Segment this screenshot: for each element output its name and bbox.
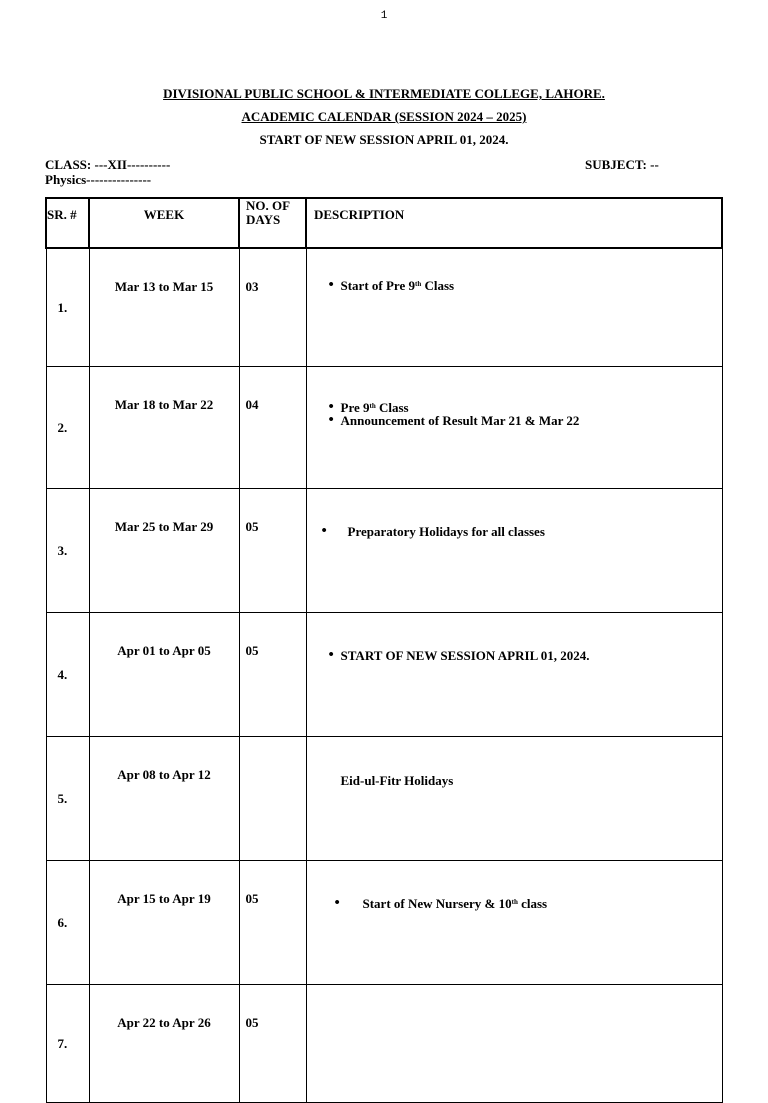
row-description	[306, 985, 722, 1103]
table-header-row	[46, 198, 722, 248]
description-item: • START OF NEW SESSION APRIL 01, 2024.	[329, 649, 722, 662]
row-days: 05	[239, 613, 306, 737]
row-description	[306, 613, 722, 737]
description-list	[329, 525, 722, 538]
row-week: Apr 22 to Apr 26	[89, 985, 239, 1103]
description-list	[329, 401, 722, 427]
header-sr: SR. #	[46, 198, 89, 248]
row-days: 03	[239, 248, 306, 367]
table-row	[46, 861, 722, 985]
header-days-line2: DAYS	[246, 212, 281, 227]
superscript: th	[414, 280, 422, 288]
table-row	[46, 248, 722, 367]
row-week: Apr 15 to Apr 19	[89, 861, 239, 985]
table-row	[46, 737, 722, 861]
row-week: Mar 18 to Mar 22	[89, 367, 239, 489]
row-sr: 6.	[46, 861, 89, 985]
page-number: 1	[380, 10, 388, 22]
row-description	[306, 367, 722, 489]
subject-label: SUBJECT: --	[585, 157, 659, 172]
row-week: Mar 13 to Mar 15	[89, 248, 239, 367]
description-item: • Preparatory Holidays for all classes	[329, 525, 722, 538]
description-item: • Start of New Nursery & 10th class	[335, 897, 722, 910]
table-row	[46, 367, 722, 489]
table-row	[46, 985, 722, 1103]
calendar-table	[45, 197, 723, 1103]
description-item: • Start of Pre 9th Class	[329, 279, 722, 292]
superscript: th	[369, 402, 376, 410]
calendar-title: ACADEMIC CALENDAR (SESSION 2024 – 2025)	[241, 109, 527, 124]
description-list	[329, 279, 722, 292]
header-days-line1: NO. OF	[246, 198, 291, 213]
school-title: DIVISIONAL PUBLIC SCHOOL & INTERMEDIATE COLLEGE, LAHORE.	[163, 86, 605, 101]
table-row	[46, 613, 722, 737]
row-days: 05	[239, 861, 306, 985]
table-row	[46, 489, 722, 613]
row-days	[239, 737, 306, 861]
description-item: • Pre 9th Class	[329, 401, 722, 414]
row-sr: 1.	[46, 248, 89, 367]
row-week: Mar 25 to Mar 29	[89, 489, 239, 613]
row-sr: 4.	[46, 613, 89, 737]
row-days: 05	[239, 985, 306, 1103]
row-description	[306, 861, 722, 985]
row-sr: 3.	[46, 489, 89, 613]
description-list	[329, 649, 722, 662]
row-days: 04	[239, 367, 306, 489]
header-description: DESCRIPTION	[306, 198, 722, 248]
header-week: WEEK	[89, 198, 239, 248]
class-label: CLASS: ---XII----------	[45, 157, 171, 172]
row-description	[306, 248, 722, 367]
row-sr: 2.	[46, 367, 89, 489]
row-days: 05	[239, 489, 306, 613]
row-description	[306, 737, 722, 861]
row-week: Apr 01 to Apr 05	[89, 613, 239, 737]
description-item: • Announcement of Result Mar 21 & Mar 22	[329, 414, 722, 427]
header-days	[239, 198, 306, 248]
superscript: th	[511, 898, 518, 906]
description-list	[335, 897, 722, 910]
row-sr: 5.	[46, 737, 89, 861]
row-description	[306, 489, 722, 613]
row-sr: 7.	[46, 985, 89, 1103]
session-start-heading: START OF NEW SESSION APRIL 01, 2024.	[259, 132, 509, 147]
row-week: Apr 08 to Apr 12	[89, 737, 239, 861]
subject-value: Physics---------------	[45, 172, 152, 187]
description-text: Eid-ul-Fitr Holidays	[340, 773, 454, 788]
